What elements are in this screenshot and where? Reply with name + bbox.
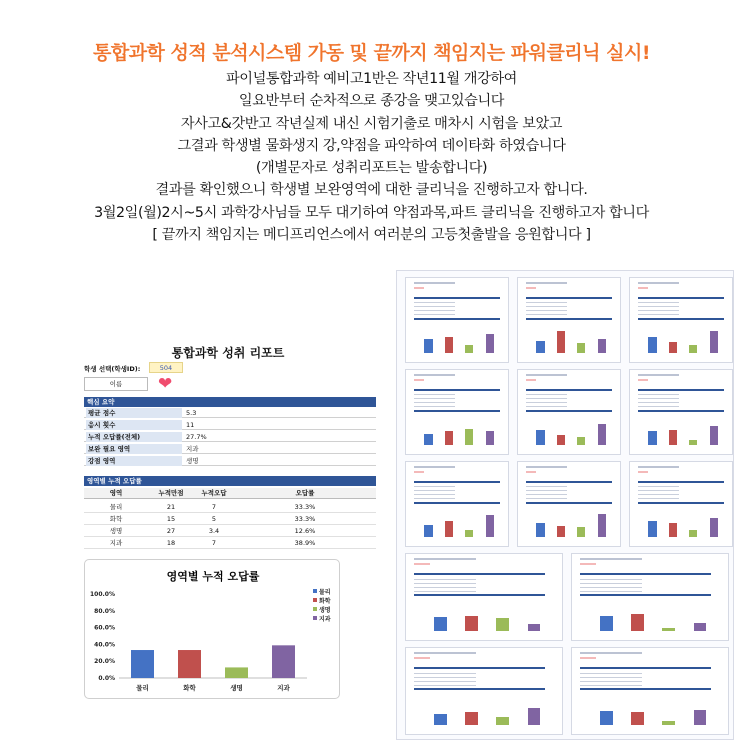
report-thumbnail — [405, 647, 563, 735]
column-header: 누적오답 — [201, 489, 227, 497]
thumbnail-mark — [694, 710, 706, 725]
legend-entry: 화학 — [319, 598, 331, 605]
summary-value: 생명 — [186, 457, 199, 465]
thumbnail-mark — [414, 374, 455, 376]
thumbnail-mark — [669, 342, 677, 353]
thumbnail-mark — [580, 657, 596, 659]
student-select-input[interactable]: 504 — [149, 362, 183, 373]
thumbnail-mark — [600, 711, 612, 725]
thumbnail-mark — [536, 341, 544, 353]
thumbnail-mark — [528, 624, 540, 631]
legend-entry: 지과 — [319, 616, 331, 623]
thumbnail-mark — [638, 486, 679, 487]
thumbnail-mark — [414, 490, 455, 491]
thumbnail-mark — [638, 374, 679, 376]
chart-title: 영역별 누적 오답률 — [166, 570, 260, 583]
thumbnail-mark — [638, 471, 648, 473]
thumbnail-mark — [528, 708, 540, 725]
thumbnail-mark — [648, 337, 656, 354]
table-row — [84, 502, 376, 513]
thumbnail-mark — [638, 498, 679, 499]
report-title: 통합과학 성취 리포트 — [171, 346, 285, 360]
summary-value: 5.3 — [186, 409, 197, 417]
table-cell: 38.9% — [294, 539, 316, 547]
summary-key: 응시 횟수 — [86, 420, 182, 430]
report-thumbnail — [405, 277, 509, 363]
thumbnail-mark — [486, 334, 494, 353]
intro-line: 일요반부터 순차적으로 종강을 맺고있습니다 — [238, 93, 505, 110]
summary-key: 누적 오답률(전체) — [86, 432, 182, 442]
thumbnail-mark — [414, 494, 455, 495]
column-header: 영역 — [109, 489, 123, 497]
report-thumbnail — [517, 277, 621, 363]
y-tick-label: 100.0% — [90, 591, 115, 598]
thumbnail-mark — [414, 406, 455, 407]
report-thumbnail-collage — [396, 270, 734, 740]
y-tick-label: 80.0% — [94, 607, 115, 615]
legend-swatch — [313, 589, 317, 593]
column-header: 누적만점 — [158, 489, 184, 497]
thumbnail-mark — [557, 526, 565, 537]
thumbnail-mark — [638, 402, 679, 403]
thumbnail-mark — [580, 667, 711, 669]
report-thumbnail — [629, 369, 733, 455]
table-row — [84, 526, 376, 537]
thumbnail-mark — [648, 431, 656, 445]
thumbnail-mark — [414, 466, 455, 468]
table-cell: 27 — [166, 527, 176, 535]
thumbnail-mark — [638, 314, 679, 315]
thumbnail-mark — [465, 530, 473, 537]
thumbnail-mark — [580, 652, 642, 654]
thumbnail-mark — [638, 398, 679, 399]
thumbnail-mark — [526, 394, 567, 395]
thumbnail-mark — [577, 343, 585, 353]
thumbnail-mark — [598, 424, 606, 445]
thumbnail-mark — [638, 406, 679, 407]
bar-3 — [272, 645, 295, 678]
thumbnail-mark — [434, 714, 446, 725]
thumbnail-mark — [580, 591, 642, 592]
thumbnail-mark — [526, 486, 567, 487]
table-cell: 5 — [211, 515, 217, 523]
thumbnail-mark — [526, 502, 612, 504]
thumbnail-mark — [465, 429, 473, 446]
thumbnail-mark — [580, 579, 642, 580]
thumbnail-mark — [689, 345, 697, 353]
thumbnail-mark — [414, 667, 545, 669]
summary-row — [84, 432, 376, 442]
thumbnail-mark — [638, 282, 679, 284]
report-thumbnail — [629, 277, 733, 363]
thumbnail-mark — [414, 314, 455, 315]
thumbnail-mark — [414, 591, 476, 592]
thumbnail-mark — [414, 471, 424, 473]
error-rate-chart — [84, 559, 340, 699]
thumbnail-mark — [496, 717, 508, 725]
legend-swatch — [313, 616, 317, 620]
intro-line: 자사고&갓반고 작년실제 내신 시험기출로 매차시 시험을 보았고 — [180, 115, 563, 132]
thumbnail-mark — [536, 523, 544, 537]
thumbnail-mark — [414, 287, 424, 289]
report-thumbnail — [629, 461, 733, 547]
thumbnail-mark — [631, 614, 643, 631]
bar-0 — [131, 650, 154, 678]
thumbnail-mark — [414, 573, 545, 575]
thumbnail-mark — [465, 345, 473, 353]
thumbnail-mark — [445, 337, 453, 354]
thumbnail-mark — [414, 486, 455, 487]
report-thumbnail — [405, 461, 509, 547]
heart-icon: ❤ — [158, 374, 173, 394]
thumbnail-mark — [434, 617, 446, 631]
thumbnail-mark — [580, 688, 711, 690]
thumbnail-mark — [577, 527, 585, 537]
thumbnail-mark — [414, 310, 455, 311]
thumbnail-mark — [669, 430, 677, 445]
thumbnail-mark — [414, 502, 500, 504]
table-cell: 3.4 — [208, 527, 220, 535]
y-tick-label: 20.0% — [94, 658, 115, 666]
summary-row — [84, 420, 376, 430]
headline: 통합과학 성적 분석시스템 가동 및 끝까지 책임지는 파워클리닉 실시! — [93, 42, 650, 64]
table-row — [84, 538, 376, 549]
thumbnail-mark — [557, 435, 565, 445]
thumbnail-mark — [580, 681, 642, 682]
thumbnail-mark — [526, 379, 536, 381]
intro-text — [0, 68, 743, 246]
thumbnail-mark — [577, 437, 585, 445]
report-thumbnail — [517, 369, 621, 455]
table-cell: 화학 — [109, 515, 123, 523]
thumbnail-mark — [638, 394, 679, 395]
thumbnail-mark — [526, 402, 567, 403]
thumbnail-mark — [526, 302, 567, 303]
report-thumbnail — [517, 461, 621, 547]
table-cell: 지과 — [109, 539, 123, 547]
intro-line: 파이널통합과학 예비고1반은 작년11월 개강하여 — [225, 71, 517, 87]
thumbnail-mark — [580, 673, 642, 674]
thumbnail-mark — [414, 673, 476, 674]
thumbnail-mark — [414, 394, 455, 395]
summary-value: 27.7% — [186, 433, 207, 441]
intro-line: 그결과 학생별 물화생지 강,약점을 파악하여 데이타화 하였습니다 — [177, 137, 566, 154]
table-cell: 15 — [166, 515, 176, 523]
thumbnail-mark — [638, 297, 724, 299]
thumbnail-mark — [414, 481, 500, 483]
thumbnail-mark — [414, 402, 455, 403]
thumbnail-mark — [465, 712, 477, 725]
column-header: 오답률 — [295, 489, 315, 497]
intro-line: [ 끝까지 책임지는 메디프리언스에서 여러분의 고등첫출발을 응원합니다 ] — [152, 227, 591, 244]
thumbnail-mark — [414, 389, 500, 391]
summary-value: 지과 — [186, 445, 199, 453]
chart-svg — [85, 560, 341, 700]
intro-line: (개별문자로 성취리포트는 발송합니다) — [255, 160, 488, 177]
thumbnail-mark — [638, 389, 724, 391]
summary-row — [84, 444, 376, 454]
thumbnail-mark — [414, 282, 455, 284]
thumbnail-mark — [536, 430, 544, 445]
x-tick-label: 물리 — [136, 684, 149, 692]
y-tick-label: 60.0% — [94, 624, 115, 632]
thumbnail-mark — [638, 287, 648, 289]
thumbnail-mark — [580, 563, 596, 565]
thumbnail-mark — [414, 302, 455, 303]
intro-line: 3월2일(월)2시~5시 과학강사님들 모두 대기하여 약점과목,파트 클리닉을 진행하고자 합니다 — [94, 204, 649, 221]
thumbnail-mark — [414, 688, 545, 690]
thumbnail-mark — [580, 587, 642, 588]
thumbnail-mark — [526, 494, 567, 495]
thumbnail-mark — [526, 310, 567, 311]
thumbnail-mark — [638, 466, 679, 468]
table-column-headers — [84, 488, 376, 499]
thumbnail-mark — [414, 579, 476, 580]
intro-line: 결과를 확인했으니 학생별 보완영역에 대한 클리닉을 진행하고자 합니다. — [155, 182, 588, 199]
summary-value: 11 — [186, 421, 195, 429]
thumbnail-mark — [526, 282, 567, 284]
thumbnail-mark — [526, 490, 567, 491]
legend-swatch — [313, 607, 317, 611]
table-cell: 21 — [166, 503, 176, 511]
thumbnail-mark — [414, 498, 455, 499]
thumbnail-mark — [414, 594, 545, 596]
thumbnail-mark — [689, 530, 697, 537]
thumbnail-mark — [557, 331, 565, 353]
thumbnail-mark — [486, 431, 494, 445]
thumbnail-mark — [414, 587, 476, 588]
thumbnail-mark — [526, 471, 536, 473]
thumbnail-mark — [710, 518, 718, 537]
summary-key: 평균 점수 — [86, 408, 182, 418]
thumbnail-mark — [526, 297, 612, 299]
bar-1 — [178, 650, 201, 678]
report-thumbnail — [571, 553, 729, 641]
thumbnail-mark — [424, 434, 432, 445]
summary-row — [84, 456, 376, 466]
thumbnail-mark — [638, 379, 648, 381]
thumbnail-mark — [414, 681, 476, 682]
thumbnail-mark — [689, 440, 697, 446]
table-header: 영역별 누적 오답률 — [84, 476, 376, 486]
thumbnail-mark — [414, 677, 476, 678]
thumbnail-mark — [414, 657, 430, 659]
table-cell: 33.3% — [294, 503, 316, 511]
thumbnail-mark — [465, 616, 477, 631]
thumbnail-mark — [414, 379, 424, 381]
table-cell: 33.3% — [294, 515, 316, 523]
thumbnail-mark — [638, 306, 679, 307]
thumbnail-mark — [662, 721, 674, 725]
legend-entry: 물리 — [319, 589, 331, 596]
report-thumbnail — [405, 369, 509, 455]
thumbnail-mark — [526, 398, 567, 399]
thumbnail-mark — [710, 331, 718, 353]
report-thumbnail — [405, 553, 563, 641]
table-cell: 7 — [211, 539, 217, 547]
table-cell: 12.6% — [294, 527, 316, 535]
thumbnail-mark — [414, 306, 455, 307]
x-tick-label: 화학 — [183, 684, 196, 692]
thumbnail-mark — [580, 685, 642, 686]
thumbnail-mark — [486, 515, 494, 537]
thumbnail-mark — [526, 498, 567, 499]
table-cell: 생명 — [109, 527, 123, 535]
thumbnail-mark — [638, 318, 724, 320]
summary-header: 핵심 요약 — [84, 397, 376, 407]
student-select-label: 학생 선택(학생ID): — [84, 365, 141, 373]
summary-key: 보완 필요 영역 — [86, 444, 182, 454]
thumbnail-mark — [600, 616, 612, 631]
thumbnail-mark — [526, 410, 612, 412]
y-tick-label: 40.0% — [94, 641, 115, 649]
report-thumbnail — [571, 647, 729, 735]
x-tick-label: 생명 — [230, 684, 243, 692]
thumbnail-mark — [445, 521, 453, 538]
thumbnail-mark — [694, 623, 706, 631]
thumbnail-mark — [526, 374, 567, 376]
legend-swatch — [313, 598, 317, 602]
thumbnail-mark — [669, 523, 677, 537]
thumbnail-mark — [414, 318, 500, 320]
thumbnail-mark — [580, 583, 642, 584]
thumbnail-mark — [526, 481, 612, 483]
thumbnail-mark — [526, 466, 567, 468]
thumbnail-mark — [424, 339, 432, 353]
summary-row — [84, 408, 376, 418]
thumbnail-mark — [638, 302, 679, 303]
thumbnail-mark — [662, 628, 674, 631]
thumbnail-mark — [496, 618, 508, 631]
thumbnail-mark — [648, 521, 656, 538]
thumbnail-mark — [638, 410, 724, 412]
bar-2 — [225, 667, 248, 678]
legend-entry: 생명 — [319, 607, 331, 614]
table-cell: 7 — [211, 503, 217, 511]
thumbnail-mark — [598, 339, 606, 353]
thumbnail-mark — [580, 677, 642, 678]
thumbnail-mark — [414, 558, 476, 560]
x-tick-label: 지과 — [277, 684, 290, 692]
thumbnail-mark — [526, 314, 567, 315]
summary-key: 강점 영역 — [86, 456, 182, 466]
table-cell: 물리 — [109, 503, 123, 511]
thumbnail-mark — [526, 287, 536, 289]
thumbnail-mark — [580, 573, 711, 575]
thumbnail-mark — [638, 502, 724, 504]
thumbnail-mark — [580, 558, 642, 560]
thumbnail-mark — [638, 490, 679, 491]
thumbnail-mark — [631, 712, 643, 725]
thumbnail-mark — [414, 297, 500, 299]
thumbnail-mark — [638, 494, 679, 495]
name-label: 이름 — [84, 377, 148, 391]
thumbnail-mark — [638, 310, 679, 311]
thumbnail-mark — [526, 318, 612, 320]
table-cell: 18 — [166, 539, 176, 547]
thumbnail-mark — [580, 594, 711, 596]
thumbnail-mark — [638, 481, 724, 483]
thumbnail-mark — [414, 563, 430, 565]
y-tick-label: 0.0% — [98, 675, 115, 682]
thumbnail-mark — [414, 652, 476, 654]
thumbnail-mark — [526, 306, 567, 307]
thumbnail-mark — [710, 426, 718, 445]
table-row — [84, 514, 376, 525]
thumbnail-mark — [414, 583, 476, 584]
thumbnail-mark — [445, 431, 453, 445]
thumbnail-mark — [414, 410, 500, 412]
thumbnail-mark — [414, 398, 455, 399]
thumbnail-mark — [598, 514, 606, 537]
thumbnail-mark — [414, 685, 476, 686]
thumbnail-mark — [424, 525, 432, 537]
thumbnail-mark — [526, 389, 612, 391]
thumbnail-mark — [526, 406, 567, 407]
